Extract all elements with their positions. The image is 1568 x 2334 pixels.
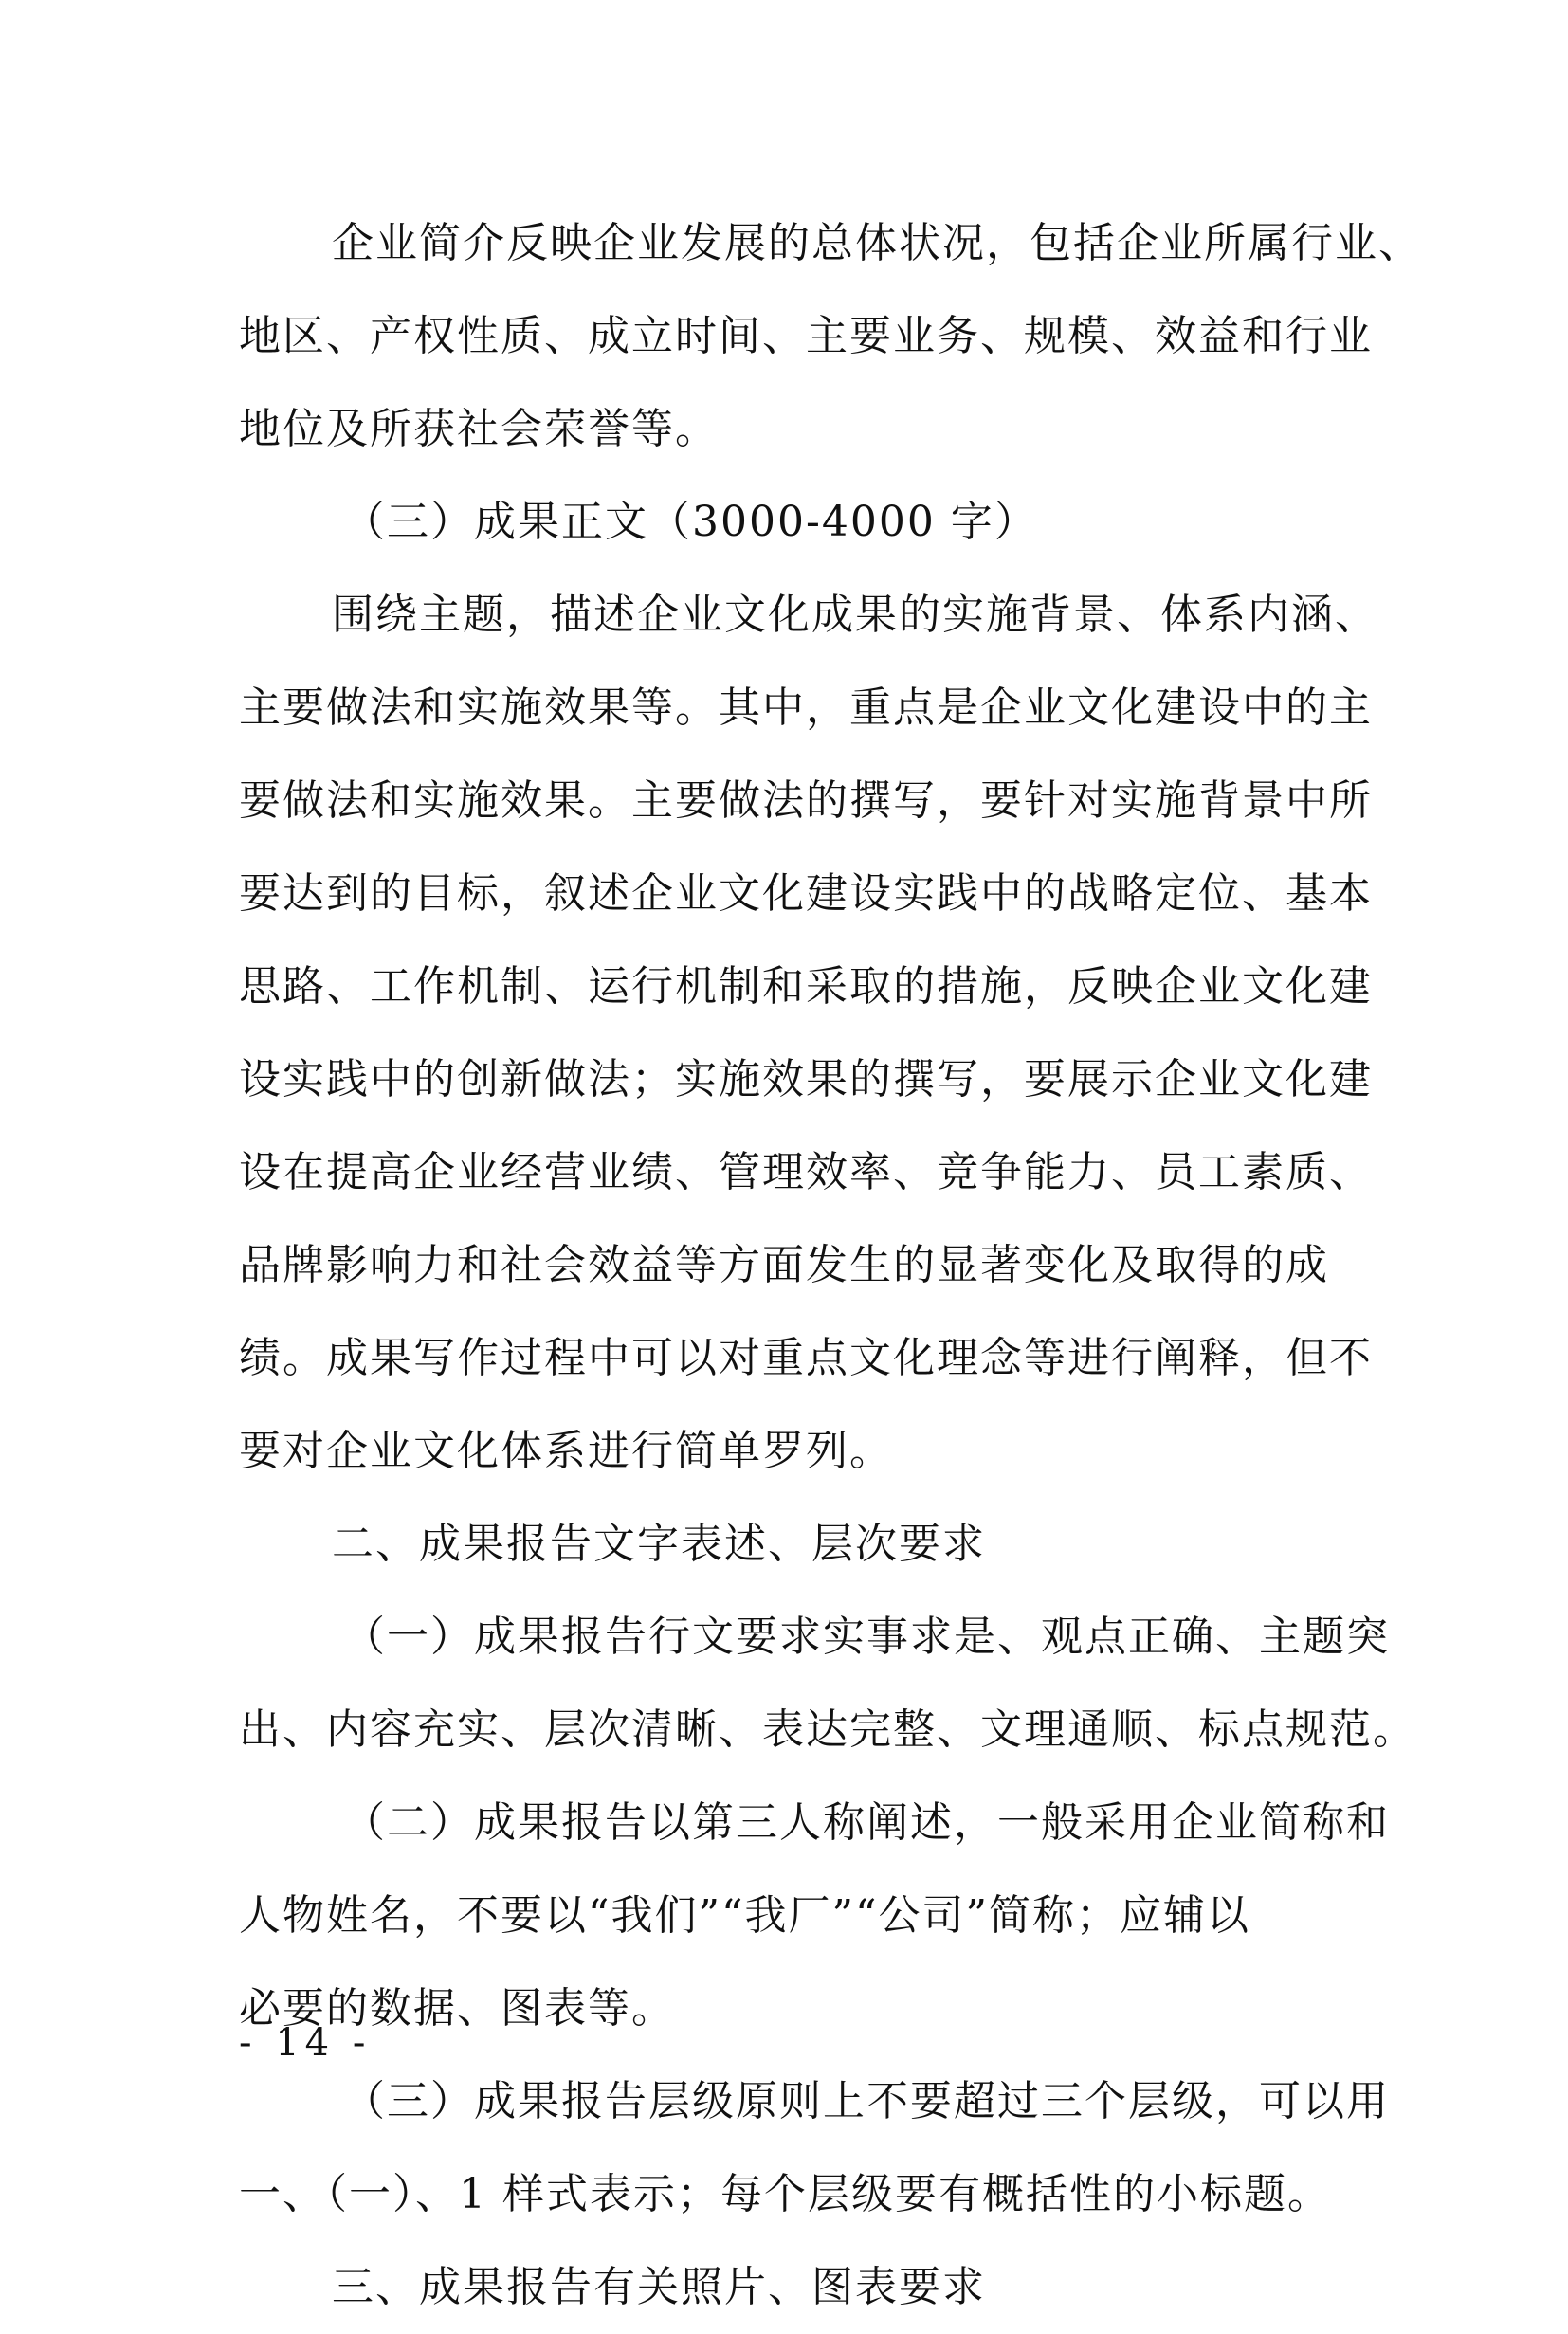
paragraph-line: 要达到的目标，叙述企业文化建设实践中的战略定位、基本: [239, 869, 1373, 918]
paragraph-line: 设实践中的创新做法；实施效果的撰写，要展示企业文化建: [239, 1055, 1373, 1103]
paragraph-line: 要做法和实施效果。主要做法的撰写，要针对实施背景中所: [239, 776, 1373, 825]
paragraph-line: 主要做法和实施效果等。其中，重点是企业文化建设中的主: [239, 684, 1373, 732]
paragraph-line: 围绕主题，描述企业文化成果的实施背景、体系内涵、: [332, 591, 1378, 639]
paragraph-line: 要对企业文化体系进行简单罗列。: [239, 1427, 893, 1475]
section-heading: 三、成果报告有关照片、图表要求: [332, 2263, 986, 2311]
paragraph-line: 思路、工作机制、运行机制和采取的措施，反映企业文化建: [239, 962, 1373, 1011]
paragraph-line: 设在提高企业经营业绩、管理效率、竞争能力、员工素质、: [239, 1148, 1373, 1196]
document-body: [239, 197, 1422, 2334]
paragraph-line: 一、（一）、1 样式表示；每个层级要有概括性的小标题。: [239, 2170, 1331, 2218]
paragraph-line: 地区、产权性质、成立时间、主要业务、规模、效益和行业: [239, 312, 1373, 360]
page-number: - 14 -: [239, 2021, 372, 2065]
paragraph-line: 出、内容充实、层次清晰、表达完整、文理通顺、标点规范。: [239, 1705, 1416, 1754]
paragraph-line: 绩。成果写作过程中可以对重点文化理念等进行阐释，但不: [239, 1334, 1373, 1382]
paragraph-line: 人物姓名，不要以“我们”“我厂”“公司”简称；应辅以: [239, 1891, 1250, 1940]
paragraph-line: 必要的数据、图表等。: [239, 1984, 675, 2033]
paragraph-line: （二）成果报告以第三人称阐述，一般采用企业简称和: [343, 1798, 1390, 1847]
paragraph-line: 企业简介反映企业发展的总体状况，包括企业所属行业、: [332, 219, 1422, 267]
paragraph-line: 地位及所获社会荣誉等。: [239, 405, 719, 453]
section-heading: 二、成果报告文字表述、层次要求: [332, 1520, 986, 1568]
paragraph-line: 品牌影响力和社会效益等方面发生的显著变化及取得的成: [239, 1241, 1329, 1289]
section-heading: （三）成果正文（3000-4000 字）: [343, 498, 1038, 546]
paragraph-line: （三）成果报告层级原则上不要超过三个层级，可以用: [343, 2077, 1390, 2125]
paragraph-line: （一）成果报告行文要求实事求是、观点正确、主题突: [343, 1613, 1390, 1661]
